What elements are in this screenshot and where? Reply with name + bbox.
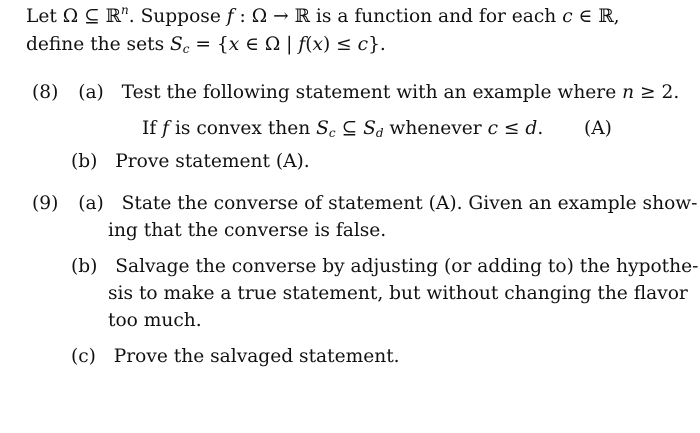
problem-8-a-label: (a) — [78, 82, 104, 103]
problem-9-b-text-1: Salvage the converse by adjusting (or adding to) the hypothe- — [115, 256, 699, 277]
statement-a-text: If f is convex then $S_c$ ⊆ $S_d$ whenever c ≤ d. — [142, 118, 544, 140]
problem-9-c-text: Prove the salvaged statement. — [113, 346, 400, 367]
problem-9-b-line-2 — [108, 281, 688, 307]
problem-9-a-line-2 — [108, 218, 386, 244]
problem-9-b-line-1 — [71, 254, 698, 280]
problem-9-c — [71, 344, 400, 370]
problem-8-b-label: (b) — [71, 151, 98, 172]
problem-9-a-line-1 — [32, 191, 697, 217]
intro-text-2: define the sets $S_c = \{x$ ∈ Ω | f(x) ≤ c}. — [26, 34, 386, 56]
problem-8-b-text: Prove statement (A). — [115, 151, 310, 172]
problem-8-number: (8) — [32, 82, 59, 103]
problem-9-b-label: (b) — [71, 256, 98, 277]
problem-9-a-label: (a) — [78, 193, 104, 214]
problem-9-number: (9) — [32, 193, 59, 214]
problem-8-b — [71, 149, 310, 175]
problem-9-b-text-3: too much. — [108, 310, 202, 331]
statement-a — [142, 116, 543, 142]
problem-9-a-text-2: ing that the converse is false. — [108, 220, 387, 241]
problem-9-a-text-1: State the converse of statement (A). Given an example show- — [121, 193, 698, 214]
problem-8-a-text: Test the following statement with an example where n ≥ 2. — [121, 82, 680, 103]
problem-9-b-line-3 — [108, 308, 202, 334]
problem-9-b-text-2: sis to make a true statement, but without changing the flavor — [108, 283, 688, 304]
statement-a-tag: (A) — [584, 118, 612, 139]
intro-line-1 — [26, 4, 620, 30]
intro-text-1: Let Ω ⊆ ℝ$^n$. Suppose f : Ω → ℝ is a function and for each c ∈ ℝ, — [26, 3, 620, 27]
problem-9-c-label: (c) — [71, 346, 96, 367]
problem-8-a — [32, 80, 679, 106]
intro-line-2 — [26, 32, 386, 58]
